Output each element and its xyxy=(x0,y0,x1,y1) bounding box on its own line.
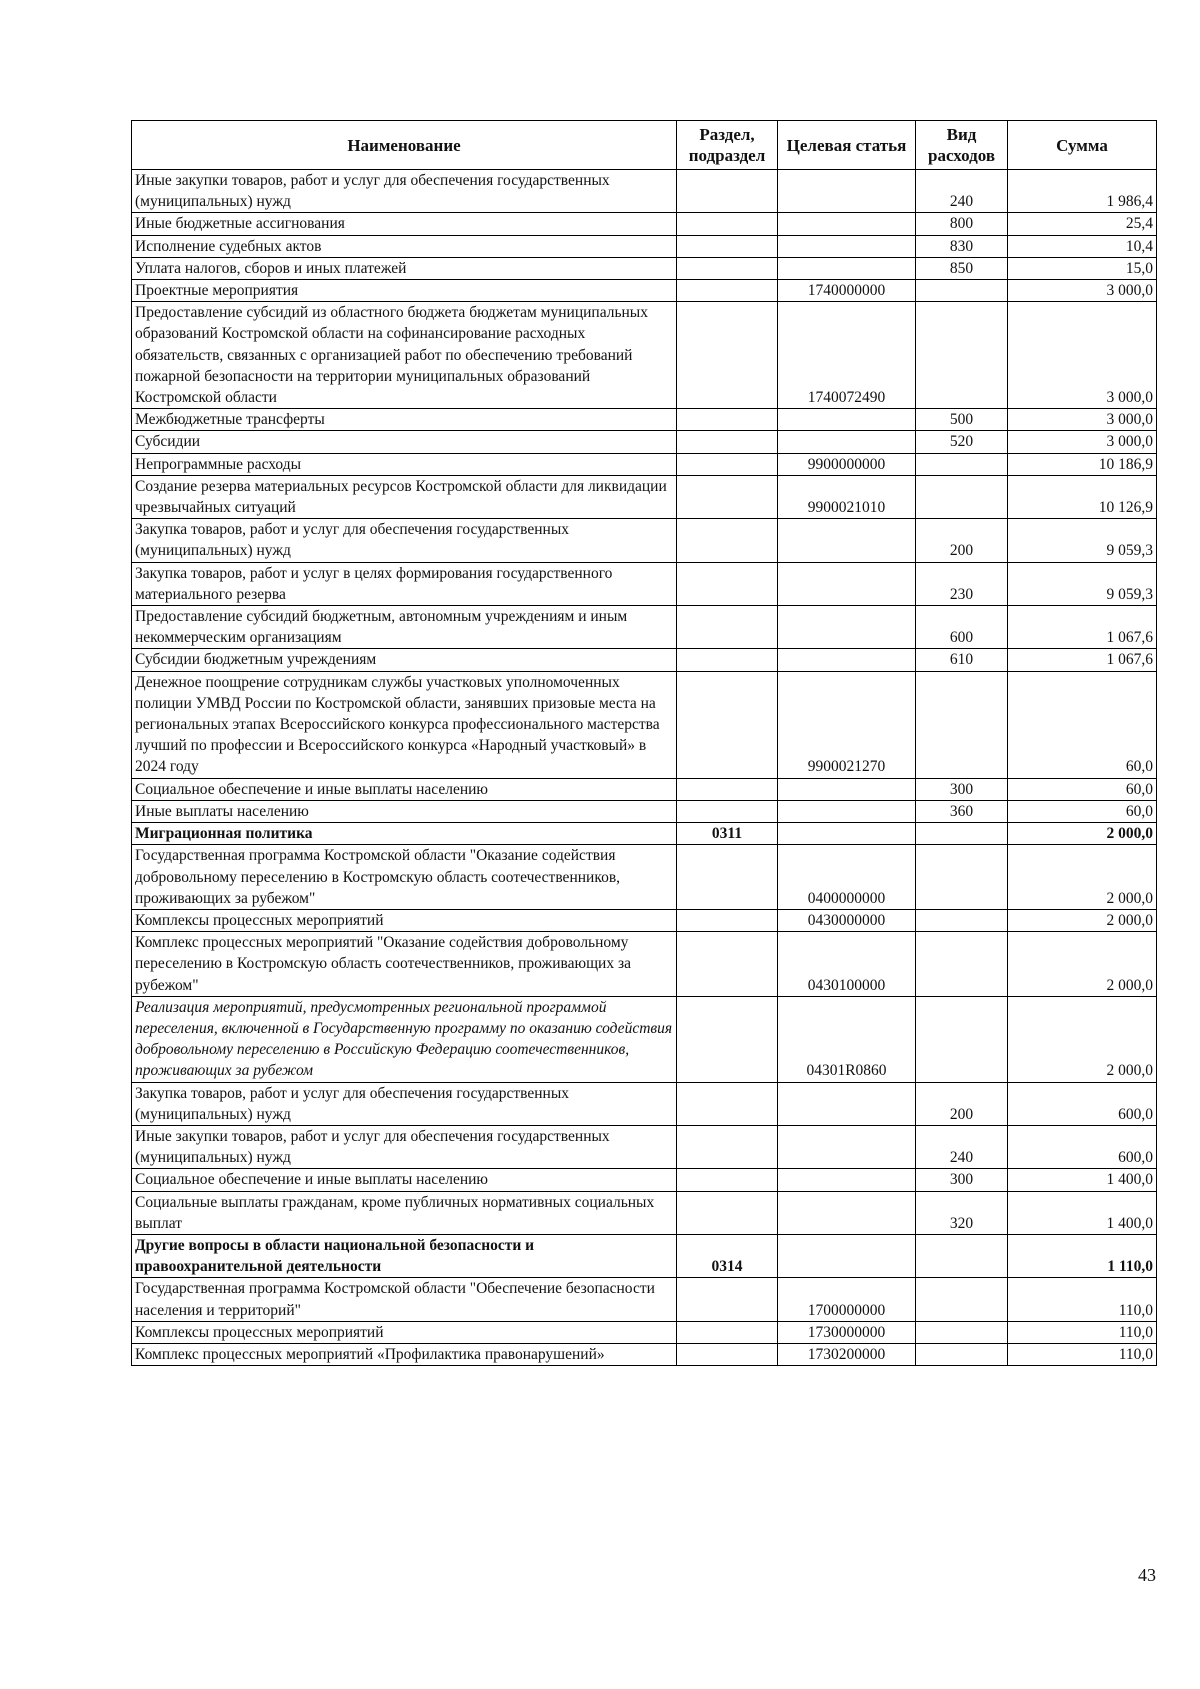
cell-name: Миграционная политика xyxy=(132,823,677,845)
cell-sum: 25,4 xyxy=(1008,213,1157,235)
cell-target xyxy=(778,1234,916,1277)
cell-sum: 110,0 xyxy=(1008,1278,1157,1321)
cell-name: Иные бюджетные ассигнования xyxy=(132,213,677,235)
table-header-row xyxy=(132,121,1157,170)
header-name: Наименование xyxy=(132,121,677,170)
cell-sum: 10 186,9 xyxy=(1008,453,1157,475)
cell-type xyxy=(916,280,1008,302)
cell-target: 9900021010 xyxy=(778,475,916,518)
cell-type xyxy=(916,1278,1008,1321)
cell-section xyxy=(677,431,778,453)
header-type: Вид расходов xyxy=(916,121,1008,170)
cell-target xyxy=(778,1082,916,1125)
table-row xyxy=(132,1278,1157,1321)
cell-sum: 1 067,6 xyxy=(1008,606,1157,649)
cell-name: Иные выплаты населению xyxy=(132,800,677,822)
table-body xyxy=(132,170,1157,1366)
cell-section xyxy=(677,1125,778,1168)
cell-section xyxy=(677,562,778,605)
cell-type: 800 xyxy=(916,213,1008,235)
cell-name: Комплекс процессных мероприятий «Профилактика правонарушений» xyxy=(132,1343,677,1365)
cell-type xyxy=(916,671,1008,778)
cell-sum: 1 400,0 xyxy=(1008,1169,1157,1191)
cell-name: Государственная программа Костромской области "Оказание содействия добровольному переселению в Костромскую область соотечественников, проживающих за рубежом" xyxy=(132,845,677,910)
cell-type xyxy=(916,823,1008,845)
cell-sum: 60,0 xyxy=(1008,671,1157,778)
table-row xyxy=(132,909,1157,931)
cell-type xyxy=(916,909,1008,931)
cell-target xyxy=(778,562,916,605)
cell-sum: 9 059,3 xyxy=(1008,519,1157,562)
cell-target xyxy=(778,1125,916,1168)
cell-section xyxy=(677,475,778,518)
cell-name: Иные закупки товаров, работ и услуг для обеспечения государственных (муниципальных) нужд xyxy=(132,1125,677,1168)
cell-section xyxy=(677,778,778,800)
table-row xyxy=(132,1082,1157,1125)
table-row xyxy=(132,932,1157,997)
cell-target xyxy=(778,778,916,800)
table-row xyxy=(132,1343,1157,1365)
table-row xyxy=(132,519,1157,562)
cell-type: 500 xyxy=(916,409,1008,431)
cell-sum: 600,0 xyxy=(1008,1125,1157,1168)
cell-target xyxy=(778,170,916,213)
budget-table xyxy=(131,120,1157,1366)
cell-section xyxy=(677,213,778,235)
cell-name: Социальное обеспечение и иные выплаты населению xyxy=(132,778,677,800)
table-row xyxy=(132,1191,1157,1234)
cell-section xyxy=(677,671,778,778)
cell-type: 200 xyxy=(916,1082,1008,1125)
cell-type xyxy=(916,996,1008,1082)
cell-type xyxy=(916,302,1008,409)
cell-target: 0400000000 xyxy=(778,845,916,910)
cell-sum: 1 110,0 xyxy=(1008,1234,1157,1277)
cell-target xyxy=(778,519,916,562)
cell-name: Уплата налогов, сборов и иных платежей xyxy=(132,257,677,279)
cell-section xyxy=(677,1082,778,1125)
table-row xyxy=(132,257,1157,279)
cell-target xyxy=(778,1169,916,1191)
cell-sum: 9 059,3 xyxy=(1008,562,1157,605)
cell-type xyxy=(916,845,1008,910)
table-row xyxy=(132,302,1157,409)
cell-sum: 110,0 xyxy=(1008,1343,1157,1365)
cell-sum: 3 000,0 xyxy=(1008,409,1157,431)
cell-section xyxy=(677,845,778,910)
table-row xyxy=(132,606,1157,649)
cell-type: 230 xyxy=(916,562,1008,605)
cell-type: 520 xyxy=(916,431,1008,453)
cell-target xyxy=(778,257,916,279)
cell-type: 240 xyxy=(916,170,1008,213)
cell-sum: 10 126,9 xyxy=(1008,475,1157,518)
table-row xyxy=(132,1321,1157,1343)
table-row xyxy=(132,996,1157,1082)
table-row xyxy=(132,409,1157,431)
cell-target xyxy=(778,800,916,822)
cell-section xyxy=(677,996,778,1082)
cell-name: Предоставление субсидий бюджетным, автономным учреждениям и иным некоммерческим организациям xyxy=(132,606,677,649)
table-row xyxy=(132,170,1157,213)
cell-sum: 2 000,0 xyxy=(1008,996,1157,1082)
cell-sum: 1 400,0 xyxy=(1008,1191,1157,1234)
cell-type: 300 xyxy=(916,1169,1008,1191)
header-section: Раздел, подраздел xyxy=(677,121,778,170)
cell-section xyxy=(677,649,778,671)
table-row xyxy=(132,823,1157,845)
cell-sum: 10,4 xyxy=(1008,235,1157,257)
cell-name: Комплекс процессных мероприятий "Оказание содействия добровольному переселению в Костромскую область соотечественников, проживающих за рубежом" xyxy=(132,932,677,997)
cell-name: Другие вопросы в области национальной безопасности и правоохранительной деятельности xyxy=(132,1234,677,1277)
cell-name: Проектные мероприятия xyxy=(132,280,677,302)
cell-target xyxy=(778,409,916,431)
cell-name: Создание резерва материальных ресурсов Костромской области для ликвидации чрезвычайных ситуаций xyxy=(132,475,677,518)
cell-type xyxy=(916,1234,1008,1277)
cell-sum: 2 000,0 xyxy=(1008,823,1157,845)
cell-type xyxy=(916,1343,1008,1365)
cell-target xyxy=(778,213,916,235)
cell-sum: 3 000,0 xyxy=(1008,280,1157,302)
table-row xyxy=(132,800,1157,822)
cell-section xyxy=(677,932,778,997)
cell-type: 240 xyxy=(916,1125,1008,1168)
cell-sum: 2 000,0 xyxy=(1008,909,1157,931)
cell-type xyxy=(916,1321,1008,1343)
table-row xyxy=(132,431,1157,453)
cell-target: 0430000000 xyxy=(778,909,916,931)
cell-target: 9900021270 xyxy=(778,671,916,778)
cell-target: 1700000000 xyxy=(778,1278,916,1321)
cell-section xyxy=(677,1191,778,1234)
header-target: Целевая статья xyxy=(778,121,916,170)
cell-target xyxy=(778,606,916,649)
cell-sum: 1 067,6 xyxy=(1008,649,1157,671)
table-row xyxy=(132,649,1157,671)
cell-target: 1730000000 xyxy=(778,1321,916,1343)
cell-sum: 600,0 xyxy=(1008,1082,1157,1125)
cell-sum: 2 000,0 xyxy=(1008,932,1157,997)
cell-target: 9900000000 xyxy=(778,453,916,475)
cell-name: Закупка товаров, работ и услуг для обеспечения государственных (муниципальных) нужд xyxy=(132,519,677,562)
cell-type xyxy=(916,475,1008,518)
cell-sum: 1 986,4 xyxy=(1008,170,1157,213)
cell-section xyxy=(677,453,778,475)
cell-name: Социальные выплаты гражданам, кроме публичных нормативных социальных выплат xyxy=(132,1191,677,1234)
cell-type: 200 xyxy=(916,519,1008,562)
table-row xyxy=(132,778,1157,800)
cell-section xyxy=(677,257,778,279)
cell-section xyxy=(677,170,778,213)
cell-sum: 15,0 xyxy=(1008,257,1157,279)
header-sum: Сумма xyxy=(1008,121,1157,170)
cell-name: Государственная программа Костромской области "Обеспечение безопасности населения и территорий" xyxy=(132,1278,677,1321)
cell-type: 320 xyxy=(916,1191,1008,1234)
cell-section xyxy=(677,1278,778,1321)
cell-name: Комплексы процессных мероприятий xyxy=(132,909,677,931)
cell-section: 0314 xyxy=(677,1234,778,1277)
cell-section xyxy=(677,606,778,649)
cell-name: Комплексы процессных мероприятий xyxy=(132,1321,677,1343)
cell-section: 0311 xyxy=(677,823,778,845)
cell-name: Субсидии xyxy=(132,431,677,453)
table-row xyxy=(132,475,1157,518)
cell-name: Закупка товаров, работ и услуг для обеспечения государственных (муниципальных) нужд xyxy=(132,1082,677,1125)
cell-sum: 60,0 xyxy=(1008,778,1157,800)
cell-type: 830 xyxy=(916,235,1008,257)
cell-target xyxy=(778,431,916,453)
cell-target xyxy=(778,823,916,845)
cell-type: 610 xyxy=(916,649,1008,671)
cell-name: Предоставление субсидий из областного бюджета бюджетам муниципальных образований Костромской области на софинансирование расходных обязательств, связанных с организацией работ по обеспечению требований пожарной безопасности на территории муниципальных образований Костромской области xyxy=(132,302,677,409)
table-row xyxy=(132,1169,1157,1191)
cell-section xyxy=(677,1343,778,1365)
cell-name: Иные закупки товаров, работ и услуг для обеспечения государственных (муниципальных) нужд xyxy=(132,170,677,213)
cell-name: Социальное обеспечение и иные выплаты населению xyxy=(132,1169,677,1191)
cell-name: Исполнение судебных актов xyxy=(132,235,677,257)
cell-section xyxy=(677,280,778,302)
cell-target xyxy=(778,235,916,257)
page-number: 43 xyxy=(1138,1565,1156,1585)
cell-type: 850 xyxy=(916,257,1008,279)
table-row xyxy=(132,453,1157,475)
cell-name: Непрограммные расходы xyxy=(132,453,677,475)
cell-section xyxy=(677,235,778,257)
table-row xyxy=(132,235,1157,257)
cell-type: 360 xyxy=(916,800,1008,822)
cell-target: 0430100000 xyxy=(778,932,916,997)
cell-name: Реализация мероприятий, предусмотренных региональной программой переселения, включенной в Государственную программу по оказанию содействия добровольному переселению в Российскую Федерацию соотечественников, проживающих за рубежом xyxy=(132,996,677,1082)
cell-type xyxy=(916,453,1008,475)
table-row xyxy=(132,1234,1157,1277)
cell-name: Субсидии бюджетным учреждениям xyxy=(132,649,677,671)
cell-sum: 60,0 xyxy=(1008,800,1157,822)
cell-target xyxy=(778,649,916,671)
cell-sum: 110,0 xyxy=(1008,1321,1157,1343)
table-row xyxy=(132,280,1157,302)
table-row xyxy=(132,845,1157,910)
cell-name: Денежное поощрение сотрудникам службы участковых уполномоченных полиции УМВД России по Костромской области, занявших призовые места на региональных этапах Всероссийского конкурса профессионального мастерства лучший по профессии и Всероссийского конкурса «Народный участковый» в 2024 году xyxy=(132,671,677,778)
cell-section xyxy=(677,1321,778,1343)
cell-target: 1740000000 xyxy=(778,280,916,302)
table-row xyxy=(132,1125,1157,1168)
table-row xyxy=(132,671,1157,778)
cell-target: 1730200000 xyxy=(778,1343,916,1365)
cell-section xyxy=(677,1169,778,1191)
cell-type: 300 xyxy=(916,778,1008,800)
table-row xyxy=(132,562,1157,605)
cell-section xyxy=(677,409,778,431)
cell-sum: 3 000,0 xyxy=(1008,431,1157,453)
cell-type: 600 xyxy=(916,606,1008,649)
cell-name: Межбюджетные трансферты xyxy=(132,409,677,431)
cell-section xyxy=(677,519,778,562)
table-row xyxy=(132,213,1157,235)
cell-name: Закупка товаров, работ и услуг в целях формирования государственного материального резерва xyxy=(132,562,677,605)
cell-section xyxy=(677,909,778,931)
cell-type xyxy=(916,932,1008,997)
cell-target: 1740072490 xyxy=(778,302,916,409)
cell-sum: 3 000,0 xyxy=(1008,302,1157,409)
cell-section xyxy=(677,302,778,409)
cell-target: 04301R0860 xyxy=(778,996,916,1082)
cell-sum: 2 000,0 xyxy=(1008,845,1157,910)
cell-section xyxy=(677,800,778,822)
cell-target xyxy=(778,1191,916,1234)
